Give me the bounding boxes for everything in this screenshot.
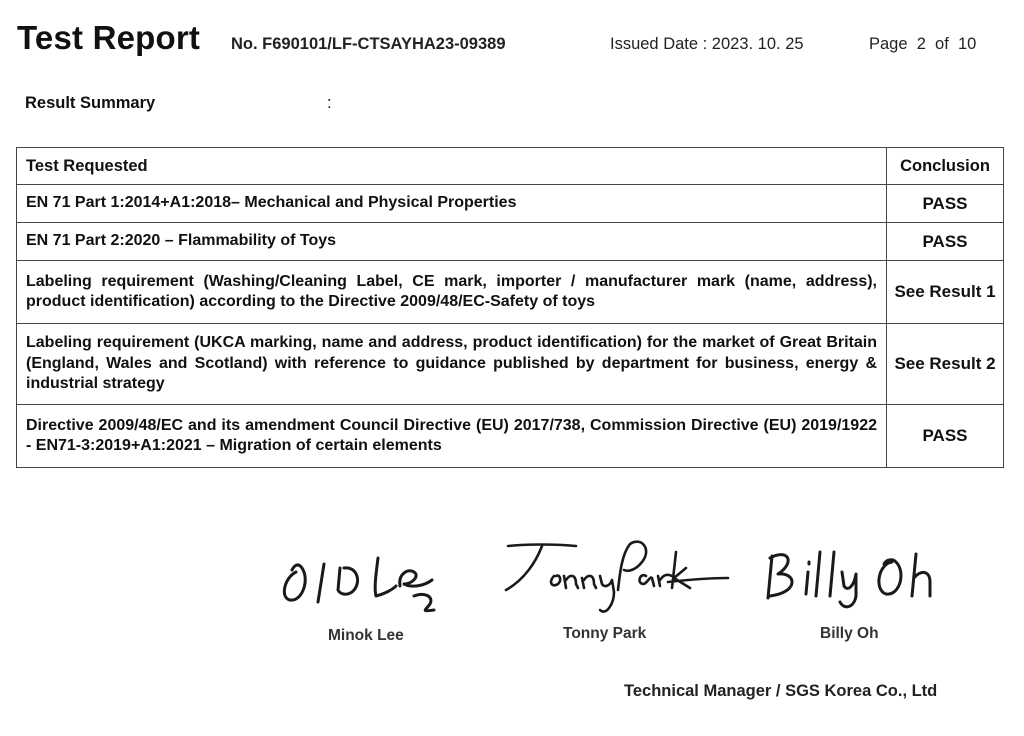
issued-date: Issued Date : 2023. 10. 25 <box>610 35 804 53</box>
result-summary-colon: : <box>327 94 332 112</box>
conclusion-cell: PASS <box>887 405 1004 468</box>
signer-name: Tonny Park <box>563 625 647 642</box>
test-requested-cell: Labeling requirement (Washing/Cleaning Label, CE mark, importer / manufacturer mark (name, address), product identification) according to the Directive 2009/48/EC-Safety of toys <box>17 261 887 324</box>
conclusion-cell: PASS <box>887 223 1004 261</box>
test-requested-cell: EN 71 Part 1:2014+A1:2018– Mechanical and Physical Properties <box>17 185 887 223</box>
header-test-requested: Test Requested <box>17 148 887 185</box>
table-row <box>17 185 1004 223</box>
report-header <box>0 0 1024 80</box>
table-row <box>17 405 1004 468</box>
conclusion-cell: See Result 1 <box>887 261 1004 324</box>
test-requested-cell: Labeling requirement (UKCA marking, name and address, product identification) for the market of Great Britain (England, Wales and Scotland) with reference to guidance published by department for business, energy & industrial strategy <box>17 324 887 405</box>
company-footer: Technical Manager / SGS Korea Co., Ltd <box>624 682 938 700</box>
table-row <box>17 261 1004 324</box>
conclusion-cell: PASS <box>887 185 1004 223</box>
signature-tonny-park <box>496 532 736 622</box>
report-number: No. F690101/LF-CTSAYHA23-09389 <box>231 35 506 53</box>
results-table <box>16 147 1004 468</box>
table-row <box>17 324 1004 405</box>
test-requested-cell: Directive 2009/48/EC and its amendment Council Directive (EU) 2017/738, Commission Directive (EU) 2019/1922 - EN71-3:2019+A1:2021 – Migration of certain elements <box>17 405 887 468</box>
signature-minok-lee <box>274 540 464 620</box>
signer-name: Minok Lee <box>328 627 404 644</box>
header-conclusion: Conclusion <box>887 148 1004 185</box>
result-summary-label: Result Summary <box>25 94 156 112</box>
page-title: Test Report <box>17 19 201 56</box>
test-requested-cell: EN 71 Part 2:2020 – Flammability of Toys <box>17 223 887 261</box>
signature-billy-oh <box>760 542 960 612</box>
table-row <box>17 223 1004 261</box>
page-number: Page 2 of 10 <box>869 35 977 53</box>
table-header-row <box>17 148 1004 185</box>
signer-name: Billy Oh <box>820 625 879 642</box>
conclusion-cell: See Result 2 <box>887 324 1004 405</box>
